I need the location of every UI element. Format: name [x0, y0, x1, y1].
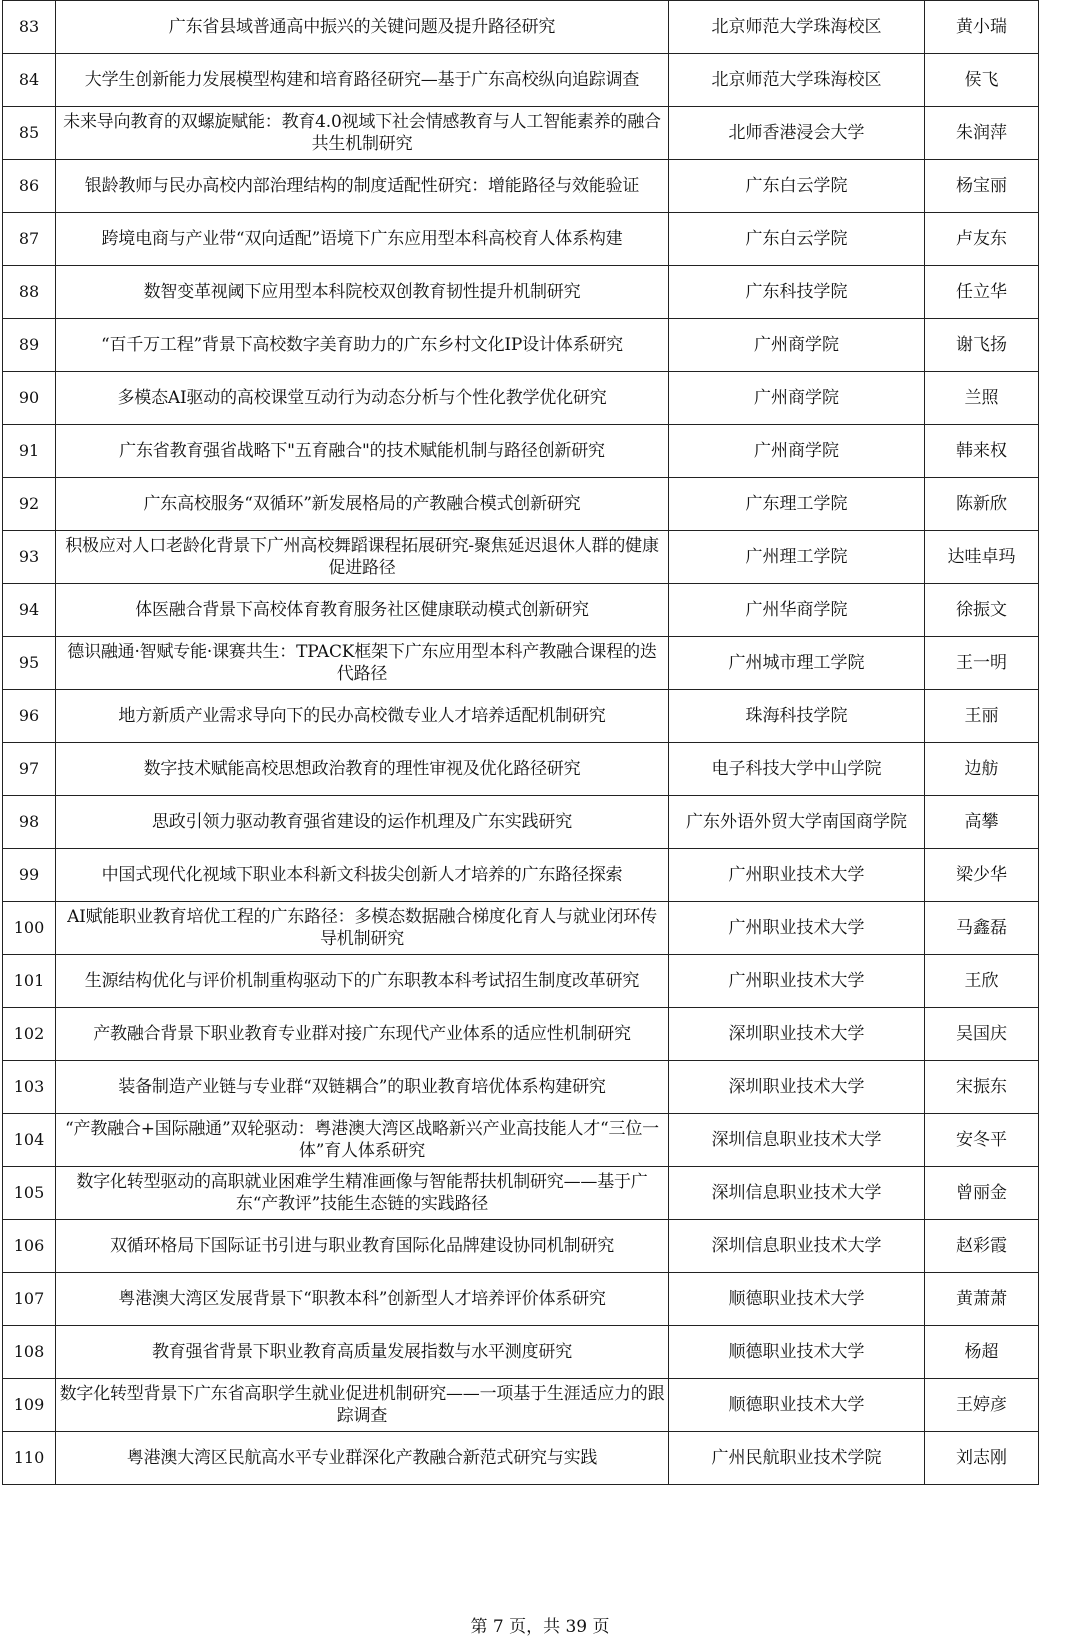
person-name: 杨宝丽 — [925, 160, 1039, 213]
institution: 广州职业技术大学 — [669, 849, 925, 902]
table-row — [3, 1379, 1039, 1432]
project-title: 生源结构优化与评价机制重构驱动下的广东职教本科考试招生制度改革研究 — [56, 955, 669, 1008]
project-title: 积极应对人口老龄化背景下广州高校舞蹈课程拓展研究-聚焦延迟退休人群的健康促进路径 — [56, 531, 669, 584]
institution: 广州商学院 — [669, 372, 925, 425]
project-title: “产教融合+国际融通”双轮驱动：粤港澳大湾区战略新兴产业高技能人才“三位一体”育人体系研究 — [56, 1114, 669, 1167]
table-row — [3, 1114, 1039, 1167]
institution: 深圳信息职业技术大学 — [669, 1220, 925, 1273]
table-row — [3, 743, 1039, 796]
project-title: 德识融通·智赋专能·课赛共生：TPACK框架下广东应用型本科产教融合课程的迭代路径 — [56, 637, 669, 690]
institution: 北京师范大学珠海校区 — [669, 1, 925, 54]
person-name: 宋振东 — [925, 1061, 1039, 1114]
table-row — [3, 1220, 1039, 1273]
institution: 广州理工学院 — [669, 531, 925, 584]
row-number: 103 — [3, 1061, 56, 1114]
institution: 顺德职业技术大学 — [669, 1273, 925, 1326]
institution: 深圳职业技术大学 — [669, 1061, 925, 1114]
table-row — [3, 1326, 1039, 1379]
table-row — [3, 637, 1039, 690]
row-number: 86 — [3, 160, 56, 213]
row-number: 99 — [3, 849, 56, 902]
table-row — [3, 690, 1039, 743]
project-title: 跨境电商与产业带“双向适配”语境下广东应用型本科高校育人体系构建 — [56, 213, 669, 266]
row-number: 98 — [3, 796, 56, 849]
row-number: 101 — [3, 955, 56, 1008]
table-row — [3, 319, 1039, 372]
person-name: 赵彩霞 — [925, 1220, 1039, 1273]
project-table — [2, 0, 1039, 1485]
table-row — [3, 531, 1039, 584]
person-name: 梁少华 — [925, 849, 1039, 902]
person-name: 王欣 — [925, 955, 1039, 1008]
project-title: 大学生创新能力发展模型构建和培育路径研究—基于广东高校纵向追踪调查 — [56, 54, 669, 107]
institution: 广东外语外贸大学南国商学院 — [669, 796, 925, 849]
institution: 广州商学院 — [669, 319, 925, 372]
person-name: 陈新欣 — [925, 478, 1039, 531]
table-row — [3, 1167, 1039, 1220]
project-title: 地方新质产业需求导向下的民办高校微专业人才培养适配机制研究 — [56, 690, 669, 743]
person-name: 任立华 — [925, 266, 1039, 319]
project-title: 教育强省背景下职业教育高质量发展指数与水平测度研究 — [56, 1326, 669, 1379]
institution: 广州城市理工学院 — [669, 637, 925, 690]
row-number: 87 — [3, 213, 56, 266]
person-name: 吴国庆 — [925, 1008, 1039, 1061]
row-number: 90 — [3, 372, 56, 425]
person-name: 达哇卓玛 — [925, 531, 1039, 584]
project-title: 广东省教育强省战略下"五育融合"的技术赋能机制与路径创新研究 — [56, 425, 669, 478]
institution: 深圳信息职业技术大学 — [669, 1114, 925, 1167]
institution: 广东白云学院 — [669, 160, 925, 213]
project-title: 粤港澳大湾区发展背景下“职教本科”创新型人才培养评价体系研究 — [56, 1273, 669, 1326]
institution: 广州民航职业技术学院 — [669, 1432, 925, 1485]
row-number: 108 — [3, 1326, 56, 1379]
institution: 深圳信息职业技术大学 — [669, 1167, 925, 1220]
table-row — [3, 1432, 1039, 1485]
row-number: 94 — [3, 584, 56, 637]
project-title: 中国式现代化视域下职业本科新文科拔尖创新人才培养的广东路径探索 — [56, 849, 669, 902]
row-number: 97 — [3, 743, 56, 796]
institution: 顺德职业技术大学 — [669, 1326, 925, 1379]
row-number: 84 — [3, 54, 56, 107]
institution: 深圳职业技术大学 — [669, 1008, 925, 1061]
row-number: 83 — [3, 1, 56, 54]
institution: 珠海科技学院 — [669, 690, 925, 743]
table-row — [3, 1061, 1039, 1114]
table-row — [3, 955, 1039, 1008]
table-row — [3, 425, 1039, 478]
row-number: 107 — [3, 1273, 56, 1326]
person-name: 侯飞 — [925, 54, 1039, 107]
table-row — [3, 1008, 1039, 1061]
institution: 广州职业技术大学 — [669, 902, 925, 955]
institution: 广东白云学院 — [669, 213, 925, 266]
project-title: 广东省县域普通高中振兴的关键问题及提升路径研究 — [56, 1, 669, 54]
project-title: 数字化转型背景下广东省高职学生就业促进机制研究——一项基于生涯适应力的跟踪调查 — [56, 1379, 669, 1432]
row-number: 105 — [3, 1167, 56, 1220]
table-row — [3, 372, 1039, 425]
row-number: 100 — [3, 902, 56, 955]
institution: 广州职业技术大学 — [669, 955, 925, 1008]
row-number: 104 — [3, 1114, 56, 1167]
table-row — [3, 796, 1039, 849]
institution: 广州华商学院 — [669, 584, 925, 637]
row-number: 95 — [3, 637, 56, 690]
person-name: 边舫 — [925, 743, 1039, 796]
project-title: 装备制造产业链与专业群“双链耦合”的职业教育培优体系构建研究 — [56, 1061, 669, 1114]
table-row — [3, 107, 1039, 160]
row-number: 102 — [3, 1008, 56, 1061]
person-name: 王一明 — [925, 637, 1039, 690]
person-name: 卢友东 — [925, 213, 1039, 266]
person-name: 朱润萍 — [925, 107, 1039, 160]
person-name: 徐振文 — [925, 584, 1039, 637]
project-title: 产教融合背景下职业教育专业群对接广东现代产业体系的适应性机制研究 — [56, 1008, 669, 1061]
project-title: 多模态AI驱动的高校课堂互动行为动态分析与个性化教学优化研究 — [56, 372, 669, 425]
project-title: 数字技术赋能高校思想政治教育的理性审视及优化路径研究 — [56, 743, 669, 796]
page-footer: 第 7 页，共 39 页 — [470, 1617, 610, 1637]
row-number: 92 — [3, 478, 56, 531]
table-row — [3, 584, 1039, 637]
person-name: 黄小瑞 — [925, 1, 1039, 54]
row-number: 85 — [3, 107, 56, 160]
table-row — [3, 478, 1039, 531]
institution: 北京师范大学珠海校区 — [669, 54, 925, 107]
table-row — [3, 160, 1039, 213]
person-name: 王婷彦 — [925, 1379, 1039, 1432]
project-title: 粤港澳大湾区民航高水平专业群深化产教融合新范式研究与实践 — [56, 1432, 669, 1485]
row-number: 89 — [3, 319, 56, 372]
project-title: 思政引领力驱动教育强省建设的运作机理及广东实践研究 — [56, 796, 669, 849]
project-title: “百千万工程”背景下高校数字美育助力的广东乡村文化IP设计体系研究 — [56, 319, 669, 372]
project-title: 数智变革视阈下应用型本科院校双创教育韧性提升机制研究 — [56, 266, 669, 319]
project-title: 银龄教师与民办高校内部治理结构的制度适配性研究：增能路径与效能验证 — [56, 160, 669, 213]
institution: 电子科技大学中山学院 — [669, 743, 925, 796]
institution: 广州商学院 — [669, 425, 925, 478]
project-title: 广东高校服务“双循环”新发展格局的产教融合模式创新研究 — [56, 478, 669, 531]
row-number: 109 — [3, 1379, 56, 1432]
institution: 北师香港浸会大学 — [669, 107, 925, 160]
institution: 顺德职业技术大学 — [669, 1379, 925, 1432]
institution: 广东科技学院 — [669, 266, 925, 319]
table-row — [3, 849, 1039, 902]
institution: 广东理工学院 — [669, 478, 925, 531]
person-name: 曾丽金 — [925, 1167, 1039, 1220]
row-number: 106 — [3, 1220, 56, 1273]
row-number: 91 — [3, 425, 56, 478]
person-name: 韩来权 — [925, 425, 1039, 478]
table-row — [3, 266, 1039, 319]
row-number: 93 — [3, 531, 56, 584]
row-number: 96 — [3, 690, 56, 743]
person-name: 安冬平 — [925, 1114, 1039, 1167]
row-number: 110 — [3, 1432, 56, 1485]
person-name: 马鑫磊 — [925, 902, 1039, 955]
row-number: 88 — [3, 266, 56, 319]
person-name: 刘志刚 — [925, 1432, 1039, 1485]
project-title: 未来导向教育的双螺旋赋能：教育4.0视域下社会情感教育与人工智能素养的融合共生机制研究 — [56, 107, 669, 160]
project-title: 数字化转型驱动的高职就业困难学生精准画像与智能帮扶机制研究——基于广东“产教评”技能生态链的实践路径 — [56, 1167, 669, 1220]
table-row — [3, 54, 1039, 107]
table-row — [3, 213, 1039, 266]
table-row — [3, 902, 1039, 955]
project-title: AI赋能职业教育培优工程的广东路径：多模态数据融合梯度化育人与就业闭环传导机制研究 — [56, 902, 669, 955]
person-name: 杨超 — [925, 1326, 1039, 1379]
person-name: 兰照 — [925, 372, 1039, 425]
person-name: 谢飞扬 — [925, 319, 1039, 372]
person-name: 高攀 — [925, 796, 1039, 849]
person-name: 黄萧萧 — [925, 1273, 1039, 1326]
person-name: 王丽 — [925, 690, 1039, 743]
project-title: 体医融合背景下高校体育教育服务社区健康联动模式创新研究 — [56, 584, 669, 637]
table-row — [3, 1273, 1039, 1326]
table-row — [3, 1, 1039, 54]
project-title: 双循环格局下国际证书引进与职业教育国际化品牌建设协同机制研究 — [56, 1220, 669, 1273]
